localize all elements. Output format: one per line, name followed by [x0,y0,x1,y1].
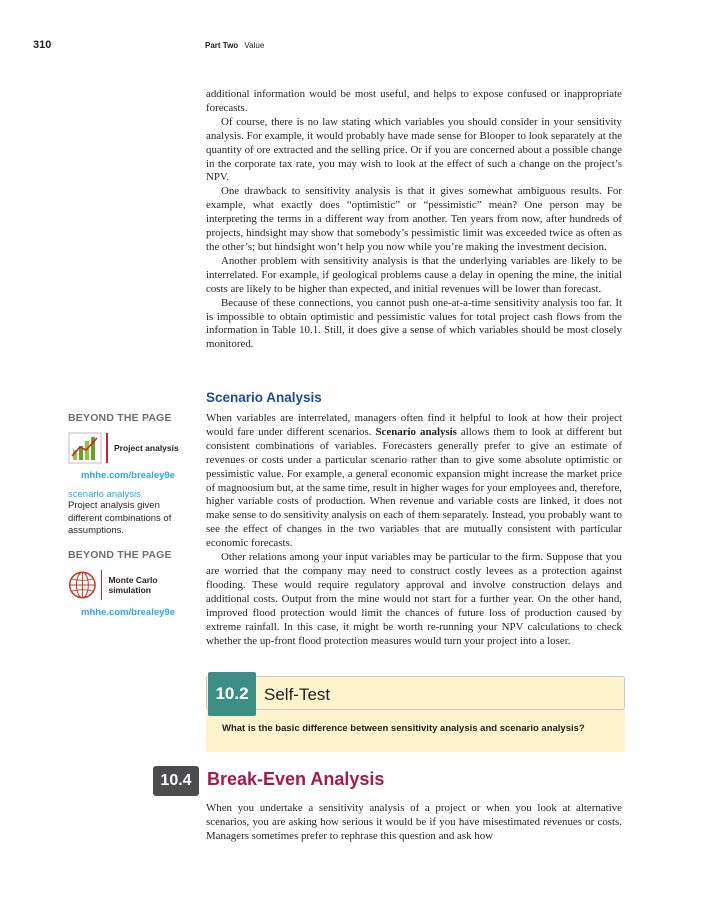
key-term-bold: Scenario analysis [375,425,457,438]
paragraph: One drawback to sensitivity analysis is that it gives somewhat ambiguous results. For example, what exactly does “optimistic” or “pessimistic” mean? One person may be interpreting the terms in a different way from another. Ten years from now, after hundreds of projects, hindsight may show that somebody’s pessimistic limit was exceeded twice as often as the other’s; but hindsight won’t help you now while you’re making the investment decision. [206,185,622,253]
paragraph: Another problem with sensitivity analysis is that the underlying variables are likely to be interrelated. For example, if geological problems cause a delay in opening the mine, the initial costs are likely to be higher than expected, and initial revenues will be lower than forecast. [206,254,622,295]
beyond-the-page-link[interactable]: mhhe.com/brealey9e [81,607,175,618]
bar-chart-icon [68,432,102,464]
beyond-the-page-label: Project analysis [114,443,179,453]
key-term-definition: Project analysis given different combinations of assumptions. [68,500,172,536]
section-number-badge: 10.4 [153,766,199,796]
divider [106,433,108,463]
beyond-the-page-title: BEYOND THE PAGE [68,549,172,561]
self-test-question: What is the basic difference between sensitivity analysis and scenario analysis? [222,723,585,734]
body-text-top [206,88,622,352]
section-title: Break-Even Analysis [207,769,385,789]
paragraph: Because of these connections, you cannot push one-at-a-time sensitivity analysis too far. It is impossible to obtain optimistic and pessimistic values for total project cash flows from the information in Table 10.1. Still, it does give a sense of which variables should be most closely monitored. [206,296,622,351]
paragraph: When you undertake a sensitivity analysis of a project or when you look at alternative scenarios, you are asking how serious it would be if you have misestimated revenues or costs. Managers sometimes prefer to rephrase this question and ask how [206,802,622,842]
paragraph: Other relations among your input variables may be particular to the firm. Suppose that you are worried that the company may need to construct costly levees as a protection against flooding. These would require regulatory approval and involve construction delays and additional costs. Output from the mine would not start for a further year. On the other hand, improved flood protection would limit the chances of future loss of production caused by extreme rainfall. In this case, it might be worth re-running your NPV calculations to check whether the up-front flood protection measures would turn your project into a loser. [206,551,622,647]
key-term-margin [68,489,188,538]
running-header-section: Value [244,41,265,50]
running-header [205,41,264,50]
beyond-the-page-link[interactable]: mhhe.com/brealey9e [81,470,175,481]
paragraph-text: When variables are interrelated, managers often find it helpful to look at how their project would fare under different scenarios. [206,412,622,438]
paragraph-text: allows them to look at different but consistent combinations of variables. Forecasters generally prefer to give an estimate of revenues or costs under a particular scenario rather than to give some absolute optimistic or pessimistic value. For example, a general economic expansion might increase the market price of magnoosium but, at the same time, result in higher wages for your employees and, therefore, higher variable costs of production. When revenue and variable costs are linked, it does not make sense to do sensitivity analysis on each of them separately. Instead, you probably want to see the effect of changes in the two variables that are mutually consistent with particular economic forecasts. [206,425,623,550]
beyond-the-page-card[interactable] [68,430,188,466]
key-term-word: scenario analysis [68,489,141,500]
scenario-body [206,412,622,648]
beyond-the-page-2 [68,549,188,618]
beyond-the-page-card[interactable] [68,567,188,603]
beyond-the-page-label: Monte Carlo simulation [108,575,158,595]
paragraph: Of course, there is no law stating which variables you should consider in your sensitivity analysis. For example, it would probably have made sense for Blooper to look separately at the quantity of ore extracted and the selling price. Or if you are concerned about a possible change in the corporate tax rate, you may wish to look at the effect of such a change on the project’s NPV. [206,115,622,184]
globe-icon [68,568,97,602]
paragraph [206,412,622,551]
beyond-the-page-1 [68,412,188,481]
paragraph: additional information would be most useful, and helps to expose confused or inappropriate forecasts. [206,88,622,114]
breakeven-body [206,802,622,844]
page-number: 310 [33,39,52,51]
self-test-title: Self-Test [264,685,331,704]
beyond-the-page-title: BEYOND THE PAGE [68,412,172,424]
divider [101,570,103,600]
running-header-part: Part Two [205,41,239,50]
self-test-number: 10.2 [208,672,256,716]
section-heading-scenario: Scenario Analysis [206,390,322,405]
self-test-box [206,676,625,752]
